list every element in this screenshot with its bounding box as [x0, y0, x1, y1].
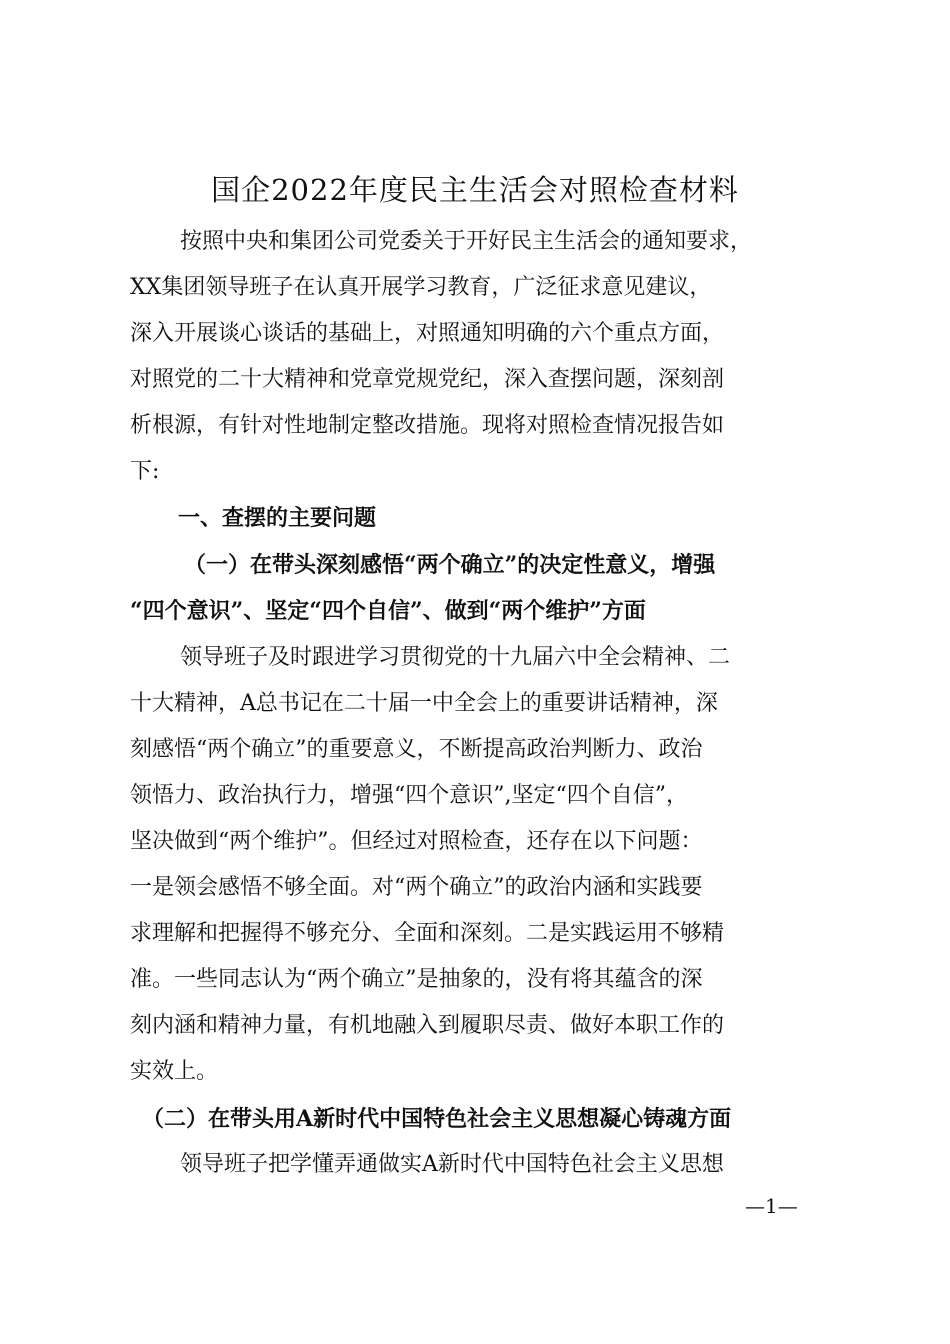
section-heading: 一、查摆的主要问题 [178, 506, 377, 531]
paragraph-line: 求理解和把握得不够充分、全面和深刻。二是实践运用不够精 [130, 921, 725, 946]
page-number: —1— [745, 1194, 798, 1218]
document-title: 国企2022年度民主生活会对照检查材料 [211, 173, 739, 207]
paragraph-line: 刻内涵和精神力量，有机地融入到履职尽责、做好本职工作的 [130, 1013, 725, 1038]
paragraph-line: 下: [130, 459, 160, 484]
paragraph-line: 实效上。 [130, 1059, 219, 1084]
paragraph-line: 按照中央和集团公司党委关于开好民主生活会的通知要求， [180, 229, 753, 254]
subsection-heading: “四个意识”、坚定“四个自信”、做到“两个维护”方面 [130, 598, 646, 624]
subsection-heading: （二）在带头用A新时代中国特色社会主义思想凝心铸魂方面 [142, 1106, 732, 1132]
paragraph-line: 领导班子把学懂弄通做实A新时代中国特色社会主义思想 [180, 1152, 724, 1177]
paragraph-line: 刻感悟“两个确立”的重要意义，不断提高政治判断力、政治 [130, 737, 703, 762]
paragraph-line: 深入开展谈心谈话的基础上，对照通知明确的六个重点方面， [130, 321, 725, 346]
subsection-heading: （一）在带头深刻感悟“两个确立”的决定性意义，增强 [184, 552, 716, 578]
paragraph-line: 准。一些同志认为“两个确立”是抽象的，没有将其蕴含的深 [130, 967, 703, 992]
paragraph-line: 对照党的二十大精神和党章党规党纪，深入查摆问题，深刻剖 [130, 367, 725, 392]
paragraph-line: 领悟力、政治执行力，增强“四个意识”,坚定“四个自信”， [130, 783, 688, 808]
paragraph-line: 一是领会感悟不够全面。对“两个确立”的政治内涵和实践要 [130, 875, 703, 900]
paragraph-line: 坚决做到“两个维护”。但经过对照检查，还存在以下问题： [130, 829, 703, 854]
paragraph-line: 十大精神，A总书记在二十届一中全会上的重要讲话精神，深 [130, 691, 718, 716]
paragraph-line: 析根源，有针对性地制定整改措施。现将对照检查情况报告如 [130, 413, 725, 438]
paragraph-line: XX集团领导班子在认真开展学习教育，广泛征求意见建议， [130, 275, 712, 300]
paragraph-line: 领导班子及时跟进学习贯彻党的十九届六中全会精神、二 [180, 645, 731, 670]
